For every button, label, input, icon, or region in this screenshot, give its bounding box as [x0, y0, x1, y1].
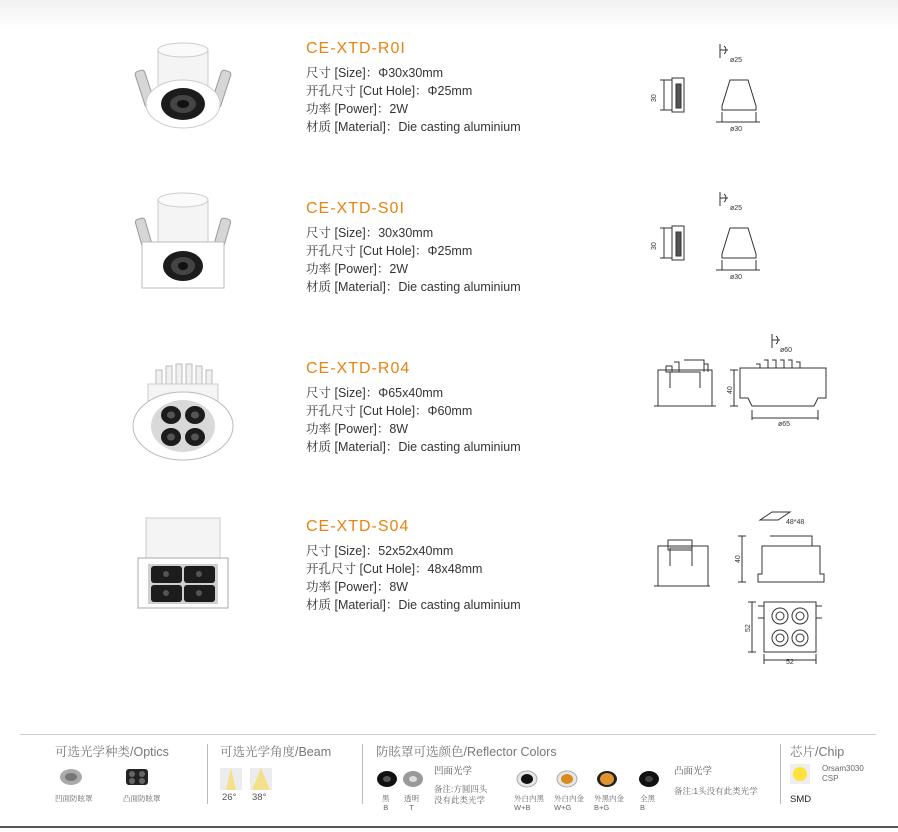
- reflector-color-label: 外黑内金 B+G: [594, 794, 624, 812]
- drawing-height-label: 30: [651, 94, 658, 102]
- technical-drawing: [640, 188, 840, 328]
- divider: [362, 744, 363, 804]
- spec-cut-hole: 开孔尺寸 [Cut Hole]：Φ25mm: [306, 244, 473, 258]
- reflector-title: 防眩罩可选颜色/Reflector Colors: [376, 745, 557, 759]
- beam-title: 可选光学角度/Beam: [220, 745, 332, 759]
- reflector-color-label: 黑 B: [382, 794, 390, 812]
- spec-cut-hole: 开孔尺寸 [Cut Hole]：Φ60mm: [306, 404, 473, 418]
- product-image: [128, 192, 238, 302]
- drawing-hole-label: ø60: [780, 347, 793, 354]
- spec-size: 尺寸 [Size]：30x30mm: [306, 226, 434, 240]
- spec-cut-hole: 开孔尺寸 [Cut Hole]：48x48mm: [306, 562, 483, 576]
- beam-angle-label: 26°: [222, 792, 237, 803]
- product-info: [306, 360, 606, 456]
- options-footer: [0, 730, 898, 830]
- black-gold-reflector-icon: [596, 770, 618, 788]
- spec-size: 尺寸 [Size]：52x52x40mm: [306, 544, 454, 558]
- product-row: [0, 347, 898, 510]
- chip-title: 芯片/Chip: [790, 745, 845, 759]
- drawing-width-label: ø30: [730, 274, 743, 281]
- chip-name: CSP: [822, 774, 839, 783]
- concave-optics-note: 备注:方圆四头: [434, 784, 488, 794]
- concave-optics-title: 凹面光学: [434, 766, 473, 777]
- product-row: [0, 200, 898, 350]
- chip-section: [790, 742, 864, 805]
- model-name: CE-XTD-S04: [306, 518, 410, 535]
- product-row: [0, 518, 898, 668]
- drawing-height-label: 30: [651, 242, 658, 250]
- clear-reflector-icon: [402, 770, 424, 788]
- spec-size: 尺寸 [Size]：Φ65x40mm: [306, 386, 444, 400]
- drawing-height-label: 40: [735, 555, 742, 563]
- reflector-section: [376, 742, 758, 812]
- convex-optics-title: 凸面光学: [674, 766, 713, 777]
- model-name: CE-XTD-R04: [306, 360, 411, 377]
- spec-material: 材质 [Material]：Die casting aluminium: [306, 120, 521, 134]
- beam-angle-label: 38°: [252, 792, 267, 803]
- white-gold-reflector-icon: [556, 770, 578, 788]
- spec-power: 功率 [Power]：2W: [306, 102, 409, 116]
- product-image: [128, 516, 238, 626]
- technical-drawing: [640, 330, 840, 470]
- technical-drawing: [640, 40, 840, 180]
- top-band: [0, 0, 898, 30]
- drawing-hole-label: ø25: [730, 205, 743, 212]
- chip-type: SMD: [790, 794, 812, 805]
- spec-size: 尺寸 [Size]：Φ30x30mm: [306, 66, 444, 80]
- drawing-hole-label: 48*48: [786, 519, 805, 526]
- convex-optics-note: 备注:1头没有此类光学: [674, 786, 758, 796]
- drawing-height-label: 40: [727, 386, 734, 394]
- divider: [780, 744, 781, 804]
- product-info: [306, 200, 606, 296]
- chip-name: Orsam3030: [822, 764, 864, 773]
- product-row: [0, 40, 898, 190]
- full-black-reflector-icon: [638, 770, 660, 788]
- white-black-reflector-icon: [516, 770, 538, 788]
- spec-material: 材质 [Material]：Die casting aluminium: [306, 280, 521, 294]
- spec-material: 材质 [Material]：Die casting aluminium: [306, 598, 521, 612]
- beam-section: [220, 742, 332, 803]
- model-name: CE-XTD-S0I: [306, 200, 405, 217]
- spec-material: 材质 [Material]：Die casting aluminium: [306, 440, 521, 454]
- optics-section: [55, 742, 169, 803]
- spec-power: 功率 [Power]：2W: [306, 262, 409, 276]
- reflector-color-label: 全黑 B: [640, 794, 655, 812]
- chip-icon: [790, 764, 810, 784]
- black-reflector-icon: [376, 770, 398, 788]
- concave-optics-note: 没有此类光学: [434, 795, 486, 805]
- drawing-width-label: 52: [786, 659, 794, 666]
- reflector-color-label: 外白内黑 W+B: [514, 794, 544, 812]
- drawing-width-label: ø65: [778, 421, 791, 428]
- drawing-width-label: ø30: [730, 126, 743, 133]
- beam-26-icon: [220, 768, 242, 790]
- product-image: [128, 40, 238, 150]
- product-info: [306, 40, 606, 136]
- optics-item-label: 凹面防眩罩: [55, 794, 93, 803]
- product-image: [128, 362, 238, 472]
- technical-drawing: [640, 506, 840, 666]
- optics-title: 可选光学种类/Optics: [55, 745, 169, 759]
- spec-power: 功率 [Power]：8W: [306, 580, 409, 594]
- beam-38-icon: [250, 768, 272, 790]
- reflector-color-label: 透明 T: [404, 794, 419, 812]
- convex-optic-icon: [125, 768, 149, 786]
- concave-optic-icon: [59, 768, 83, 786]
- drawing-side-label: 52: [745, 624, 752, 632]
- drawing-hole-label: ø25: [730, 57, 743, 64]
- product-info: [306, 518, 606, 614]
- spec-cut-hole: 开孔尺寸 [Cut Hole]：Φ25mm: [306, 84, 473, 98]
- bottom-rule: [0, 826, 898, 828]
- divider: [20, 734, 876, 735]
- divider: [207, 744, 208, 804]
- reflector-color-label: 外白内金 W+G: [554, 794, 584, 812]
- spec-power: 功率 [Power]：8W: [306, 422, 409, 436]
- model-name: CE-XTD-R0I: [306, 40, 406, 57]
- optics-item-label: 凸面防眩罩: [123, 794, 161, 803]
